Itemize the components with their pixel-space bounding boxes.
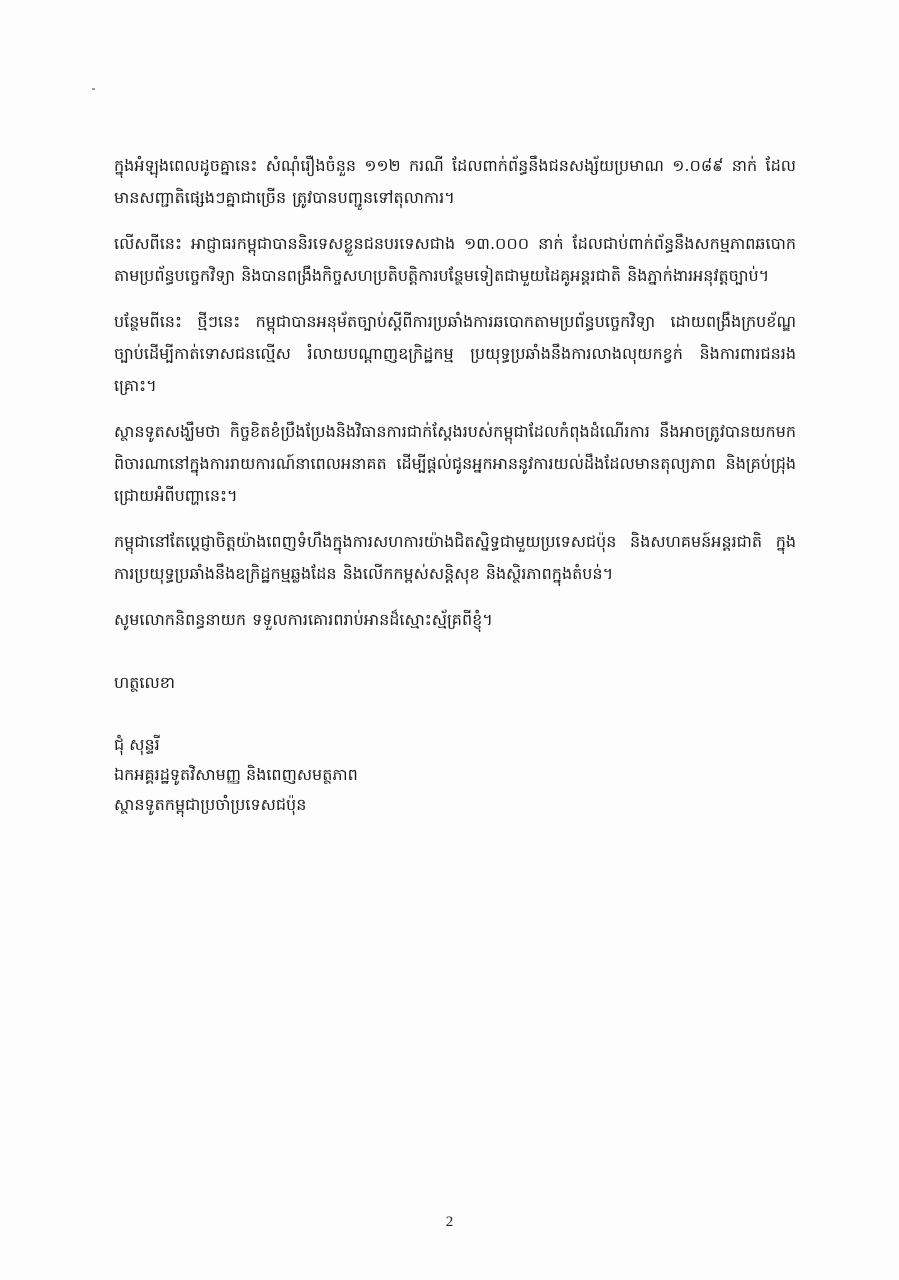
paragraph-embassy-hope: ស្ថានទូតសង្ឃឹមថា កិច្ចខិតខំប្រឹងប្រែងនិងវិធានការជាក់ស្តែងរបស់កម្ពុជាដែលកំពុងដំណើរការ នឹងអាចត្រូវបានយកមកពិចារណានៅក្នុងការរាយការណ៍នាពេលអនាគត ដើម្បីផ្តល់ជូនអ្នកអាននូវការយល់ដឹងដែលមានតុល្យភាព និងគ្រប់ជ្រុងជ្រោយអំពីបញ្ហានេះ។ [114, 422, 796, 505]
signer-title: ឯកអគ្គរដ្ឋទូតវិសាមញ្ញ និងពេញសមត្ថភាព [114, 765, 358, 784]
paragraph-new-law: បន្ថែមពីនេះ ថ្មីៗនេះ កម្ពុជាបានអនុម័តច្បាប់ស្តីពីការប្រឆាំងការឆបោកតាមប្រព័ន្ធបច្ចេកវិទ្យា ដោយពង្រឹងក្របខ័ណ្ឌច្បាប់ដើម្បីកាត់ទោសជនល្មើស រំលាយបណ្តាញឧក្រិដ្ឋកម្ម ប្រយុទ្ធប្រឆាំងនឹងការលាងលុយកខ្វក់ និងការពារជនរងគ្រោះ។ [114, 312, 796, 395]
signer-name: ជុំ សុន្ទរី [114, 735, 160, 754]
page-number: 2 [445, 1214, 454, 1230]
scan-speck [92, 88, 95, 90]
signer-office: ស្ថានទូតកម្ពុជាប្រចាំប្រទេសជប៉ុន [114, 795, 307, 814]
signer-block [114, 730, 796, 820]
paragraph-deportations: លើសពីនេះ អាជ្ញាធរកម្ពុជាបាននិរទេសខ្លួនជនបរទេសជាង ១៣.០០០ នាក់ ដែលជាប់ពាក់ព័ន្ធនឹងសកម្មភាពឆបោកតាមប្រព័ន្ធបច្ចេកវិទ្យា និងបានពង្រឹងកិច្ចសហប្រតិបត្តិការបន្ថែមទៀតជាមួយដៃគូអន្តរជាតិ និងភ្នាក់ងារអនុវត្តច្បាប់។ [114, 234, 796, 285]
signature-area [114, 668, 796, 698]
paragraph-closing: សូមលោកនិពន្ធនាយក ទទួលការគោរពរាប់អានដ៏ស្មោះស្ម័គ្រពីខ្ញុំ។ [114, 610, 493, 629]
signature-label: ហត្ថលេខា [114, 673, 175, 692]
paragraph-commitment: កម្ពុជានៅតែប្តេជ្ញាចិត្តយ៉ាងពេញទំហឹងក្នុងការសហការយ៉ាងជិតស្និទ្ធជាមួយប្រទេសជប៉ុន និងសហគមន៍អន្តរជាតិ ក្នុងការប្រយុទ្ធប្រឆាំងនឹងឧក្រិដ្ឋកម្មឆ្លងដែន និងលើកកម្ពស់សន្តិសុខ និងស្ថិរភាពក្នុងតំបន់។ [114, 532, 796, 583]
paragraph-court-cases: ក្នុងអំឡុងពេលដូចគ្នានេះ សំណុំរឿងចំនួន ១១២ ករណី ដែលពាក់ព័ន្ធនឹងជនសង្ស័យប្រមាណ ១.០៨៩ នាក់ ដែលមានសញ្ជាតិផ្សេងៗគ្នាជាច្រើន ត្រូវបានបញ្ជូនទៅតុលាការ។ [114, 156, 796, 207]
letter-body [114, 150, 796, 636]
